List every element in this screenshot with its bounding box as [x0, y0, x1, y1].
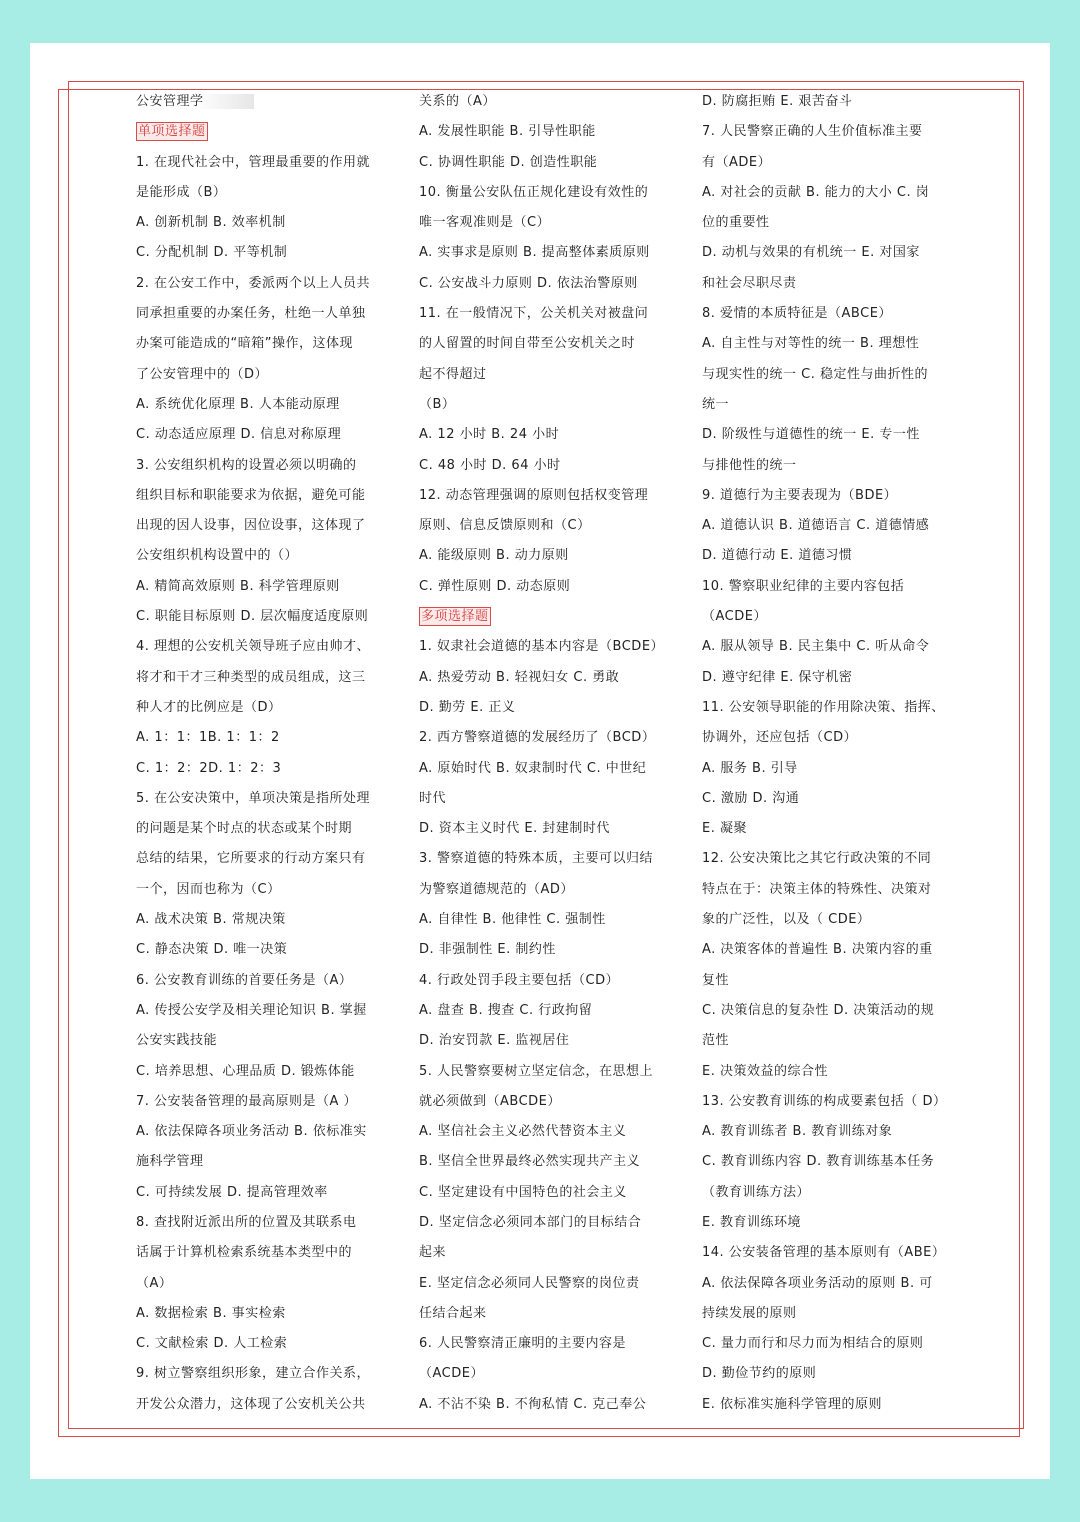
- text-line: 任结合起来: [419, 1305, 487, 1321]
- text-line: A. 热爱劳动 B. 轻视妇女 C. 勇敢: [419, 669, 620, 685]
- text-line: 12. 动态管理强调的原则包括权变管理: [419, 487, 649, 503]
- text-line: （ACDE）: [419, 1366, 484, 1382]
- text-line: D. 勤俭节约的原则: [702, 1366, 817, 1382]
- text-line: C. 静态决策 D. 唯一决策: [136, 942, 288, 958]
- text-line: 将才和干才三种类型的成员组成，这三: [136, 669, 366, 685]
- text-line: （教育训练方法）: [702, 1184, 811, 1200]
- text-line: A. 12 小时 B. 24 小时: [419, 427, 560, 443]
- text-line: C. 激励 D. 沟通: [702, 790, 800, 806]
- text-line: C. 分配机制 D. 平等机制: [136, 245, 288, 261]
- text-line: A. 自主性与对等性的统一 B. 理想性: [702, 336, 920, 352]
- text-line: A. 教育训练者 B. 教育训练对象: [702, 1124, 893, 1140]
- text-line: 与现实性的统一 C. 稳定性与曲折性的: [702, 366, 928, 382]
- text-line: C. 48 小时 D. 64 小时: [419, 457, 561, 473]
- text-line: 为警察道德规范的（AD）: [419, 881, 574, 897]
- document-sheet: [30, 43, 1050, 1479]
- text-line: 4. 行政处罚手段主要包括（CD）: [419, 972, 620, 988]
- text-line: 话属于计算机检索系统基本类型中的: [136, 1245, 353, 1261]
- section-heading: 多项选择题: [421, 609, 489, 625]
- text-line: A. 系统优化原理 B. 人本能动原理: [136, 396, 340, 412]
- text-line: 唯一客观准则是（C）: [419, 215, 551, 231]
- text-line: A. 道德认识 B. 道德语言 C. 道德情感: [702, 518, 930, 534]
- text-line: E. 凝聚: [702, 821, 747, 837]
- text-line: A. 实事求是原则 B. 提高整体素质原则: [419, 245, 650, 261]
- text-line: 6. 人民警察清正廉明的主要内容是: [419, 1336, 627, 1352]
- text-line: 5. 人民警察要树立坚定信念，在思想上: [419, 1063, 654, 1079]
- text-line: E. 教育训练环境: [702, 1214, 801, 1230]
- text-line: 8. 查找附近派出所的位置及其联系电: [136, 1214, 357, 1230]
- text-line: 10. 警察职业纪律的主要内容包括: [702, 578, 905, 594]
- text-line: E. 决策效益的综合性: [702, 1063, 828, 1079]
- text-line: 了公安管理中的（D）: [136, 366, 269, 382]
- text-line: D. 防腐拒贿 E. 艰苦奋斗: [702, 94, 853, 109]
- text-line: 总结的结果，它所要求的行动方案只有: [136, 851, 366, 867]
- text-line: A. 战术决策 B. 常规决策: [136, 912, 286, 928]
- text-line: C. 决策信息的复杂性 D. 决策活动的规: [702, 1002, 935, 1018]
- text-line: C. 坚定建设有中国特色的社会主义: [419, 1184, 627, 1200]
- text-line: D. 资本主义时代 E. 封建制时代: [419, 821, 610, 837]
- text-line: C. 培养思想、心理品质 D. 锻炼体能: [136, 1063, 355, 1079]
- text-line: 就必须做到（ABCDE）: [419, 1093, 561, 1109]
- text-line: 7. 公安装备管理的最高原则是（A ）: [136, 1093, 358, 1109]
- text-line: A. 依法保障各项业务活动的原则 B. 可: [702, 1275, 933, 1291]
- text-line: 起不得超过: [419, 366, 487, 382]
- text-line: A. 不沾不染 B. 不徇私情 C. 克己奉公: [419, 1396, 647, 1412]
- text-line: D. 非强制性 E. 制约性: [419, 942, 556, 958]
- column-middle: [419, 87, 669, 1420]
- text-line: 时代: [419, 790, 447, 806]
- text-line: 特点在于：决策主体的特殊性、决策对: [702, 881, 932, 897]
- text-line: A. 1：1：1B. 1：1：2: [136, 730, 280, 746]
- text-line: E. 依标准实施科学管理的原则: [702, 1396, 882, 1412]
- text-line: 施科学管理: [136, 1154, 204, 1170]
- text-line: A. 对社会的贡献 B. 能力的大小 C. 岗: [702, 184, 930, 200]
- text-line: 有（ADE）: [702, 154, 772, 170]
- text-line: 11. 在一般情况下，公关机关对被盘问: [419, 306, 649, 322]
- text-line: 复性: [702, 972, 730, 988]
- text-line: 与排他性的统一: [702, 457, 797, 473]
- text-line: 种人才的比例应是（D）: [136, 699, 282, 715]
- text-line: 14. 公安装备管理的基本原则有（ABE）: [702, 1245, 946, 1261]
- text-line: 原则、信息反馈原则和（C）: [419, 518, 591, 534]
- text-line: A. 依法保障各项业务活动 B. 依标准实: [136, 1124, 367, 1140]
- text-line: 公安组织机构设置中的（）: [136, 548, 299, 564]
- text-line: C. 教育训练内容 D. 教育训练基本任务: [702, 1154, 935, 1170]
- text-line: 1. 在现代社会中，管理最重要的作用就: [136, 154, 371, 170]
- text-line: C. 公安战斗力原则 D. 依法治警原则: [419, 275, 638, 291]
- text-line: A. 自律性 B. 他律性 C. 强制性: [419, 912, 606, 928]
- text-line: A. 创新机制 B. 效率机制: [136, 215, 286, 231]
- text-line: A. 能级原则 B. 动力原则: [419, 548, 569, 564]
- text-line: 7. 人民警察正确的人生价值标准主要: [702, 124, 923, 140]
- text-line: 持续发展的原则: [702, 1305, 797, 1321]
- text-line: 13. 公安教育训练的构成要素包括（ D）: [702, 1093, 947, 1109]
- text-line: 办案可能造成的“暗箱”操作，这体现: [136, 336, 353, 352]
- text-line: 范性: [702, 1033, 730, 1049]
- text-line: [136, 117, 386, 147]
- text-line: 同承担重要的办案任务，杜绝一人单独: [136, 306, 366, 322]
- text-line: （B）: [419, 396, 456, 412]
- text-line: D. 治安罚款 E. 监视居住: [419, 1033, 570, 1049]
- text-line: 公安实践技能: [136, 1033, 218, 1049]
- text-line: 11. 公安领导职能的作用除决策、指挥、: [702, 699, 945, 715]
- text-line: C. 弹性原则 D. 动态原则: [419, 578, 571, 594]
- text-line: A. 精简高效原则 B. 科学管理原则: [136, 578, 340, 594]
- text-line: 的问题是某个时点的状态或某个时期: [136, 821, 353, 837]
- text-line: 3. 警察道德的特殊本质，主要可以归结: [419, 851, 654, 867]
- text-line: 统一: [702, 396, 730, 412]
- text-line: 12. 公安决策比之其它行政决策的不同: [702, 851, 932, 867]
- text-line: D. 阶级性与道德性的统一 E. 专一性: [702, 427, 920, 443]
- text-line: A. 传授公安学及相关理论知识 B. 掌握: [136, 1002, 367, 1018]
- text-line: 起来: [419, 1245, 447, 1261]
- text-line: 组织目标和职能要求为依据，避免可能: [136, 487, 366, 503]
- text-line: C. 1：2：2D. 1：2：3: [136, 760, 282, 776]
- text-line: 和社会尽职尽责: [702, 275, 797, 291]
- text-line: 2. 在公安工作中，委派两个以上人员共: [136, 275, 371, 291]
- text-line: C. 协调性职能 D. 创造性职能: [419, 154, 598, 170]
- column-left: [136, 87, 386, 1420]
- text-line: 8. 爱情的本质特征是（ABCE）: [702, 306, 892, 322]
- text-line: C. 动态适应原理 D. 信息对称原理: [136, 427, 342, 443]
- text-line: D. 动机与效果的有机统一 E. 对国家: [702, 245, 920, 261]
- column-right: [702, 87, 950, 1420]
- text-line: D. 坚定信念必须同本部门的目标结合: [419, 1214, 642, 1230]
- text-line: 5. 在公安决策中，单项决策是指所处理: [136, 790, 371, 806]
- text-line: A. 原始时代 B. 奴隶制时代 C. 中世纪: [419, 760, 647, 776]
- text-line: 10. 衡量公安队伍正规化建设有效性的: [419, 184, 649, 200]
- text-line: （ACDE）: [702, 609, 767, 625]
- text-line: B. 坚信全世界最终必然实现共产主义: [419, 1154, 641, 1170]
- text-line: 关系的（A）: [419, 94, 496, 109]
- text-line: A. 决策客体的普遍性 B. 决策内容的重: [702, 942, 933, 958]
- text-line: C. 职能目标原则 D. 层次幅度适度原则: [136, 609, 369, 625]
- text-line: C. 可持续发展 D. 提高管理效率: [136, 1184, 328, 1200]
- text-line: 6. 公安教育训练的首要任务是（A）: [136, 972, 353, 988]
- document-title: 公安管理学: [136, 94, 254, 109]
- section-heading: 单项选择题: [138, 124, 206, 140]
- text-line: 1. 奴隶社会道德的基本内容是（BCDE）: [419, 639, 665, 655]
- text-line: 开发公众潜力，这体现了公安机关公共: [136, 1396, 366, 1412]
- text-line: 3. 公安组织机构的设置必须以明确的: [136, 457, 357, 473]
- text-line: [136, 87, 386, 117]
- text-line: 协调外，还应包括（CD）: [702, 730, 858, 746]
- text-line: 2. 西方警察道德的发展经历了（BCD）: [419, 730, 656, 746]
- text-line: 4. 理想的公安机关领导班子应由帅才、: [136, 639, 371, 655]
- text-line: A. 坚信社会主义必然代替资本主义: [419, 1124, 627, 1140]
- text-line: 出现的因人设事，因位设事，这体现了: [136, 518, 366, 534]
- text-line: 位的重要性: [702, 215, 770, 231]
- text-line: 是能形成（B）: [136, 184, 227, 200]
- text-line: D. 道德行动 E. 道德习惯: [702, 548, 853, 564]
- text-line: 9. 道德行为主要表现为（BDE）: [702, 487, 898, 503]
- text-line: 象的广泛性，以及（ CDE）: [702, 912, 871, 928]
- text-line: 一个，因而也称为（C）: [136, 881, 281, 897]
- text-line: A. 服务 B. 引导: [702, 760, 798, 776]
- text-line: A. 服从领导 B. 民主集中 C. 听从命令: [702, 639, 930, 655]
- text-line: D. 遵守纪律 E. 保守机密: [702, 669, 853, 685]
- text-line: D. 勤劳 E. 正义: [419, 699, 516, 715]
- text-line: [419, 602, 669, 632]
- text-line: （A）: [136, 1275, 173, 1291]
- text-line: C. 文献检索 D. 人工检索: [136, 1336, 288, 1352]
- text-line: A. 数据检索 B. 事实检索: [136, 1305, 286, 1321]
- text-line: A. 盘查 B. 搜查 C. 行政拘留: [419, 1002, 593, 1018]
- text-line: A. 发展性职能 B. 引导性职能: [419, 124, 596, 140]
- text-line: 的人留置的时间自带至公安机关之时: [419, 336, 636, 352]
- text-line: E. 坚定信念必须同人民警察的岗位责: [419, 1275, 640, 1291]
- text-line: 9. 树立警察组织形象，建立合作关系，: [136, 1366, 371, 1382]
- text-line: C. 量力而行和尽力而为相结合的原则: [702, 1336, 924, 1352]
